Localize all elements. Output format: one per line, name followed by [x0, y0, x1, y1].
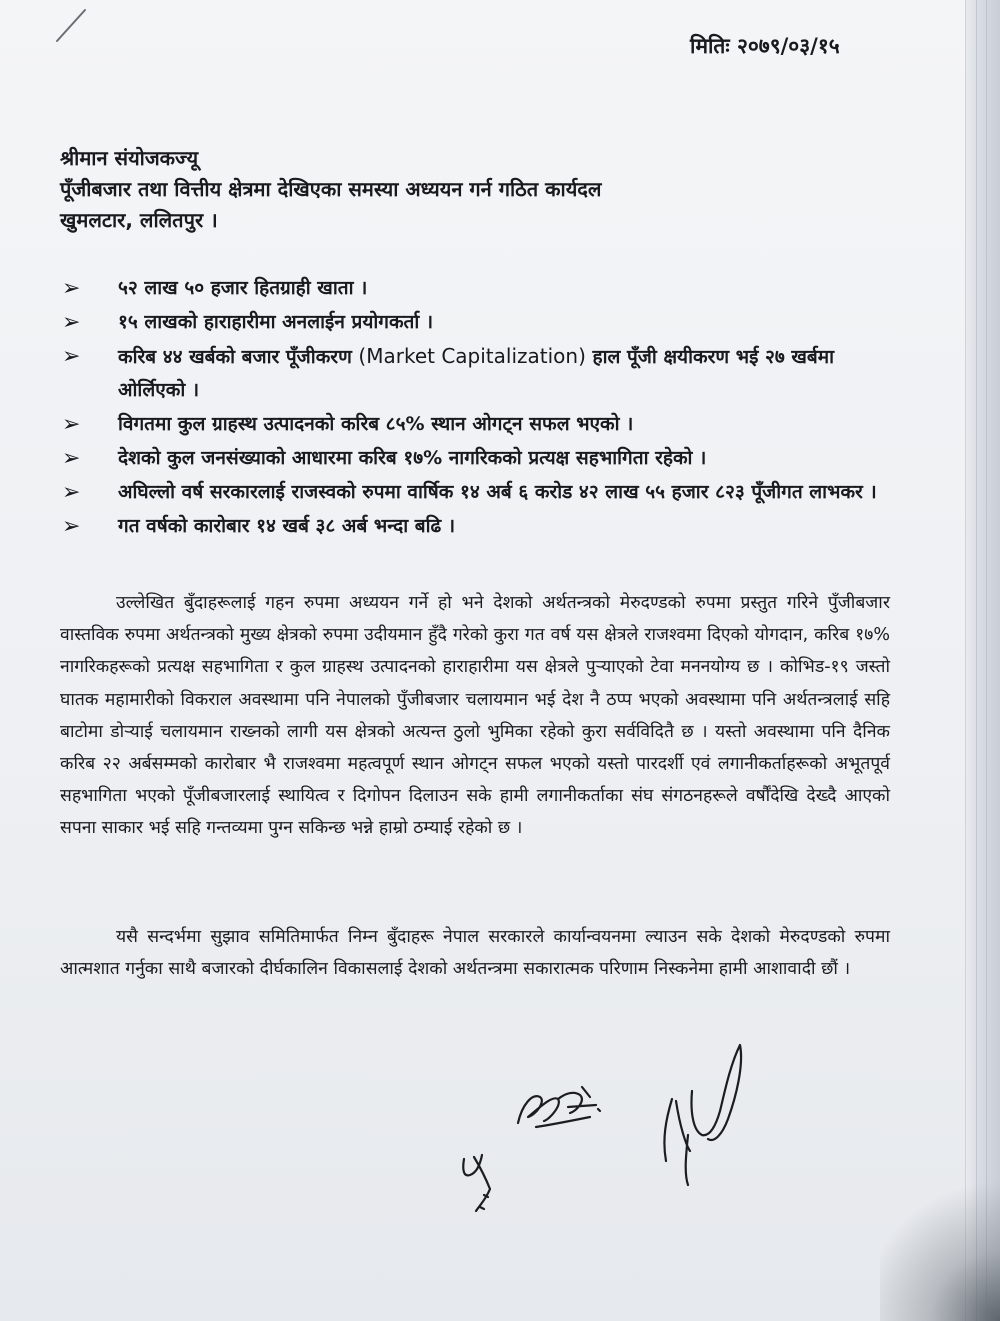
list-item-text-post: हाल पूँजी क्षयीकरण भई २७ खर्बमा ओर्लिएको ।	[118, 346, 835, 401]
body-paragraph: उल्लेखित बुँदाहरूलाई गहन रुपमा अध्ययन गर्ने हो भने देशको अर्थतन्त्रको मेरुदण्डको रुपमा प्रस्तुत गरिने पुँजीबजार वास्तविक रुपमा अर्थतन्त्रको मुख्य क्षेत्रको रुपमा उदीयमान हुँदै गरेको कुरा गत वर्ष यस क्षेत्रले राजश्वमा दिएको योगदान, करिब १७% नागरिकहरूको प्रत्यक्ष सहभागिता र कुल ग्राहस्थ उत्पादनको हाराहारीमा यस क्षेत्रले पुऱ्याएको टेवा मननयोग्य छ । कोभिड-१९ जस्तो घातक महामारीको विकराल अवस्थामा पनि नेपालको पुँजीबजार चलायमान भई देश नै ठप्प भएको अवस्थामा पनि अर्थतन्त्रलाई सहि बाटोमा डोऱ्याई चलायमान राख्नको लागी यस क्षेत्रको अत्यन्त ठुलो भुमिका रहेको कुरा सर्वविदितै छ । यस्तो अवस्थामा पनि दैनिक करिब २२ अर्बसम्मको कारोबार भै राजश्वमा महत्वपूर्ण स्थान ओगट्न सफल भएको यस्तो पारदर्शी एवं लगानीकर्ताहरूको अभूतपूर्व सहभागिता भएको पूँजीबजारलाई स्थायित्व र दिगोपन दिलाउन सके हामी लगानीकर्ताका संघ संगठनहरूले वर्षौंदेखि देख्दै आएको सपना साकार भई सहि गन्तव्यमा पुग्न सकिन्छ भन्ने हाम्रो ठम्याई रहेको छ ।	[60, 593, 890, 839]
recipient-address	[60, 143, 760, 236]
signature-3	[463, 1155, 490, 1211]
list-item	[60, 340, 890, 407]
list-item-text: ५२ लाख ५० हजार हितग्राही खाता ।	[118, 277, 368, 299]
arrow-bullet-icon: ➢	[62, 344, 81, 369]
pen-stroke-mark	[55, 8, 95, 44]
list-item	[60, 408, 890, 441]
list-item-text: गत वर्षको कारोबार १४ खर्ब ३८ अर्ब भन्दा बढि ।	[118, 515, 456, 537]
arrow-bullet-icon: ➢	[62, 514, 81, 539]
letter-date: मितिः २०७९/०३/१५	[690, 34, 840, 58]
recipient-title: श्रीमान संयोजकज्यू	[60, 146, 199, 170]
list-item	[60, 510, 890, 543]
list-item-text: अघिल्लो वर्ष सरकारलाई राजस्वको रुपमा वार्षिक १४ अर्ब ६ करोड ४२ लाख ५५ हजार ८२३ पूँजीगत लाभकर ।	[118, 481, 877, 503]
list-item	[60, 272, 890, 305]
stacked-sheet-edges	[965, 0, 1000, 1321]
list-item-text: देशको कुल जनसंख्याको आधारमा करिब १७% नागरिकको प्रत्यक्ष सहभागिता रहेको ।	[118, 447, 707, 469]
list-item-text-pre: करिब ४४ खर्बको बजार पूँजीकरण	[118, 346, 359, 368]
key-points-list	[60, 272, 890, 544]
arrow-bullet-icon: ➢	[62, 480, 81, 505]
list-item-text: १५ लाखको हाराहारीमा अनलाईन प्रयोगकर्ता ।	[118, 311, 434, 333]
list-item-text: विगतमा कुल ग्राहस्थ उत्पादनको करिब ८५% स्थान ओगट्न सफल भएको ।	[118, 413, 634, 435]
list-item	[60, 476, 890, 509]
closing-paragraph: यसै सन्दर्भमा सुझाव समितिमार्फत निम्न बुँदाहरू नेपाल सरकारले कार्यान्वयनमा ल्याउन सके देशको मेरुदण्डको रुपमा आत्मशात गर्नुका साथै बजारको दीर्घकालिन विकासलाई देशको अर्थतन्त्रमा सकारात्मक परिणाम निस्कनेमा हामी आशावादी छौं ।	[60, 927, 890, 980]
arrow-bullet-icon: ➢	[62, 310, 81, 335]
handwritten-signatures	[440, 1035, 780, 1215]
arrow-bullet-icon: ➢	[62, 276, 81, 301]
signature-2	[664, 1045, 741, 1185]
list-item	[60, 306, 890, 339]
corner-shadow	[880, 1161, 1000, 1321]
signature-1	[518, 1087, 600, 1127]
arrow-bullet-icon: ➢	[62, 446, 81, 471]
arrow-bullet-icon: ➢	[62, 412, 81, 437]
list-item-text-latin: (Market Capitalization)	[358, 344, 586, 368]
list-item	[60, 442, 890, 475]
recipient-committee: पूँजीबजार तथा वित्तीय क्षेत्रमा देखिएका समस्या अध्ययन गर्न गठित कार्यदल	[60, 177, 602, 201]
recipient-location: खुमलटार, ललितपुर ।	[60, 208, 218, 232]
